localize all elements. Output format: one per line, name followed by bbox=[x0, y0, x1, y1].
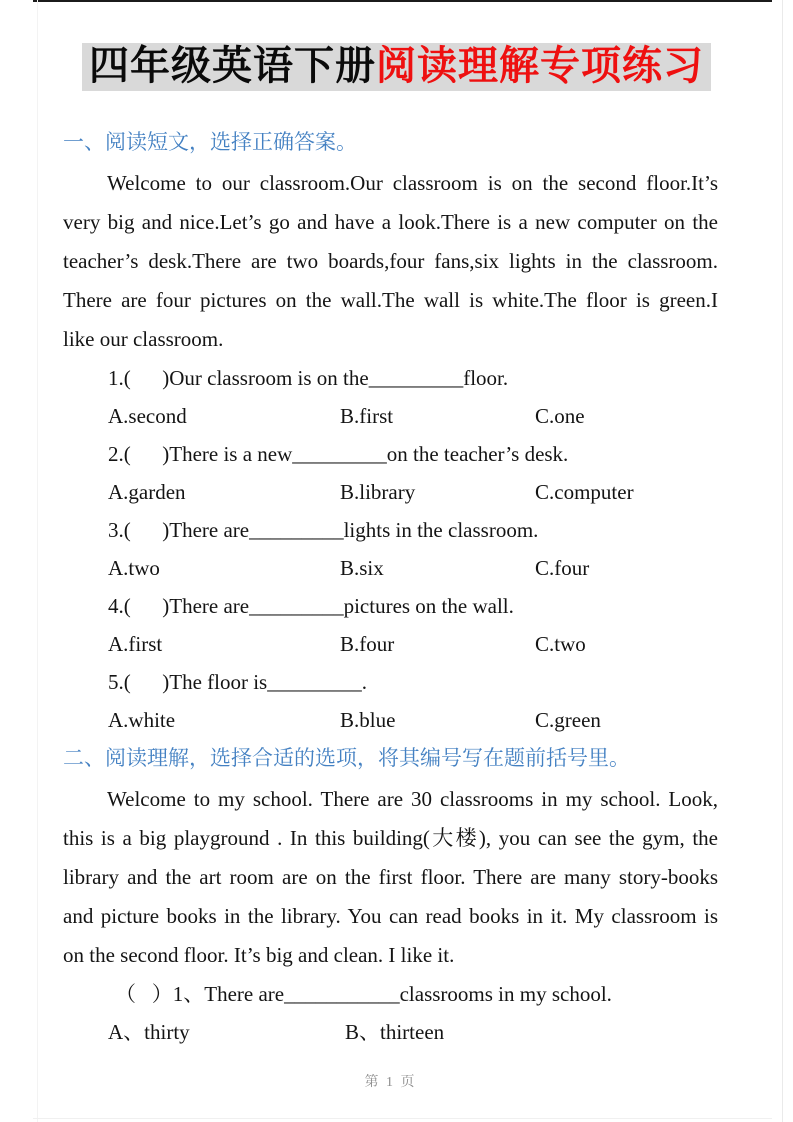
passage-line: and picture books in the library. You can read books in it. My classroom is bbox=[63, 904, 718, 928]
option-c: C.two bbox=[535, 632, 586, 656]
section1-passage bbox=[63, 164, 718, 359]
option-a: A.first bbox=[108, 632, 163, 656]
passage-line: Welcome to my school. There are 30 classrooms in my school. Look, bbox=[107, 787, 718, 811]
option-c: C.four bbox=[535, 556, 590, 580]
passage-line: very big and nice.Let’s go and have a look.There is a new computer on the bbox=[63, 210, 718, 234]
option-b: B.four bbox=[340, 632, 395, 656]
page-title-black: 四年级英语下册 bbox=[89, 44, 376, 88]
option-b: B.blue bbox=[340, 708, 396, 732]
option-row bbox=[108, 701, 718, 739]
page-title bbox=[82, 43, 711, 91]
question-text: 2.( )There is a new_________on the teacher’s desk. bbox=[108, 442, 569, 466]
question-text: 5.( )The floor is_________. bbox=[108, 670, 367, 694]
section2-passage bbox=[63, 780, 718, 975]
passage-line: Welcome to our classroom.Our classroom is on the second floor.It’s bbox=[107, 171, 718, 195]
option-b: B.library bbox=[340, 480, 416, 504]
section2-heading: 二、阅读理解，选择合适的选项，将其编号写在题前括号里。 bbox=[63, 746, 630, 770]
question-text: （ ）1、There are___________classrooms in my school. bbox=[115, 982, 612, 1006]
page-title-red: 阅读理解专项练习 bbox=[376, 44, 704, 88]
passage-line: on the second floor. It’s big and clean. I like it. bbox=[63, 943, 455, 967]
question-text: 4.( )There are_________pictures on the wall. bbox=[108, 594, 514, 618]
question-text: 3.( )There are_________lights in the classroom. bbox=[108, 518, 539, 542]
section1-heading: 一、阅读短文，选择正确答案。 bbox=[63, 130, 357, 154]
option-b: B.first bbox=[340, 404, 394, 428]
option-b: B、thirteen bbox=[345, 1020, 445, 1044]
section1-questions bbox=[108, 359, 718, 739]
option-row bbox=[108, 1013, 718, 1051]
passage-line: teacher’s desk.There are two boards,four fans,six lights in the classroom. bbox=[63, 249, 718, 273]
option-c: C.green bbox=[535, 708, 601, 732]
option-a: A.two bbox=[108, 556, 160, 580]
option-c: C.one bbox=[535, 404, 585, 428]
option-row bbox=[108, 549, 718, 587]
option-row bbox=[108, 625, 718, 663]
passage-line: There are four pictures on the wall.The wall is white.The floor is green.I bbox=[63, 288, 718, 312]
option-a: A.white bbox=[108, 708, 176, 732]
passage-line: like our classroom. bbox=[63, 327, 224, 351]
option-a: A、thirty bbox=[108, 1020, 190, 1044]
option-row bbox=[108, 397, 718, 435]
passage-line: library and the art room are on the first floor. There are many story-books bbox=[63, 865, 718, 889]
option-b: B.six bbox=[340, 556, 384, 580]
passage-line: this is a big playground . In this building(大楼), you can see the gym, the bbox=[63, 826, 718, 850]
option-row bbox=[108, 473, 718, 511]
option-a: A.garden bbox=[108, 480, 186, 504]
footer-page-number: 第 1 页 bbox=[364, 1075, 417, 1090]
question-text: 1.( )Our classroom is on the_________floor. bbox=[108, 366, 509, 390]
option-a: A.second bbox=[108, 404, 187, 428]
option-c: C.computer bbox=[535, 480, 634, 504]
page-bottom-edge bbox=[33, 1118, 772, 1119]
